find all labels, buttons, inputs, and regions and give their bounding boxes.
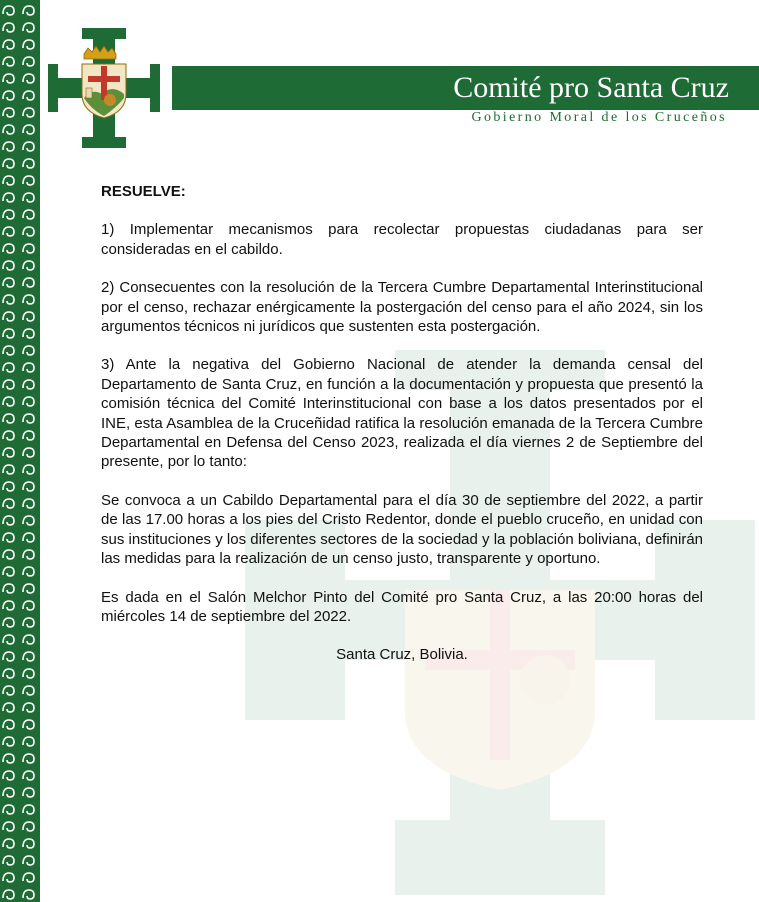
scroll-wave-border-icon (0, 0, 40, 902)
resolution-item-1: 1) Implementar mecanismos para recolectar propuestas ciudadanas para ser consideradas en el cabildo. (101, 221, 703, 258)
resolution-item-3: 3) Ante la negativa del Gobierno Nacional de atender la demanda censal del Departamento de Santa Cruz, en función a la documentación y propuesta que presentó la comisión técnica del Comité Interinstitucional con base a los datos presentados por el INE, esta Asamblea de la Cruceñidad ratifica la resolución emanada de la Tercera Cumbre Departamental en Defensa del Censo 2023, realizada el día viernes 2 de Septiembre del presente, por lo tanto: (101, 356, 703, 471)
issuance-statement: Es dada en el Salón Melchor Pinto del Comité pro Santa Cruz, a las 20:00 horas del miércoles 14 de septiembre del 2022. (101, 588, 703, 625)
document-body (101, 182, 703, 684)
resolution-item-2: 2) Consecuentes con la resolución de la Tercera Cumbre Departamental Interinstitucional por el censo, rechazar enérgicamente la postergación del censo para el año 2024, sin los argumentos técnicos ni jurídicos que sustenten esta postergación. (101, 279, 703, 336)
cabildo-convocation: Se convoca a un Cabildo Departamental para el día 30 de septiembre del 2022, a partir de las 17.00 horas a los pies del Cristo Redentor, donde el pueblo cruceño, en unidad con sus instituciones y los diferentes sectores de la sociedad y la población boliviana, definirán las medidas para la realización de un censo justo, transparente y oportuno. (101, 491, 704, 568)
organization-subtitle: Gobierno Moral de los Cruceños (471, 110, 727, 125)
resolution-heading: RESUELVE: (101, 183, 186, 200)
santa-cruz-cross-emblem-icon (48, 28, 160, 148)
organization-title: Comité pro Santa Cruz (453, 71, 729, 104)
place-line: Santa Cruz, Bolivia. (336, 646, 468, 664)
header-bar (172, 66, 759, 110)
